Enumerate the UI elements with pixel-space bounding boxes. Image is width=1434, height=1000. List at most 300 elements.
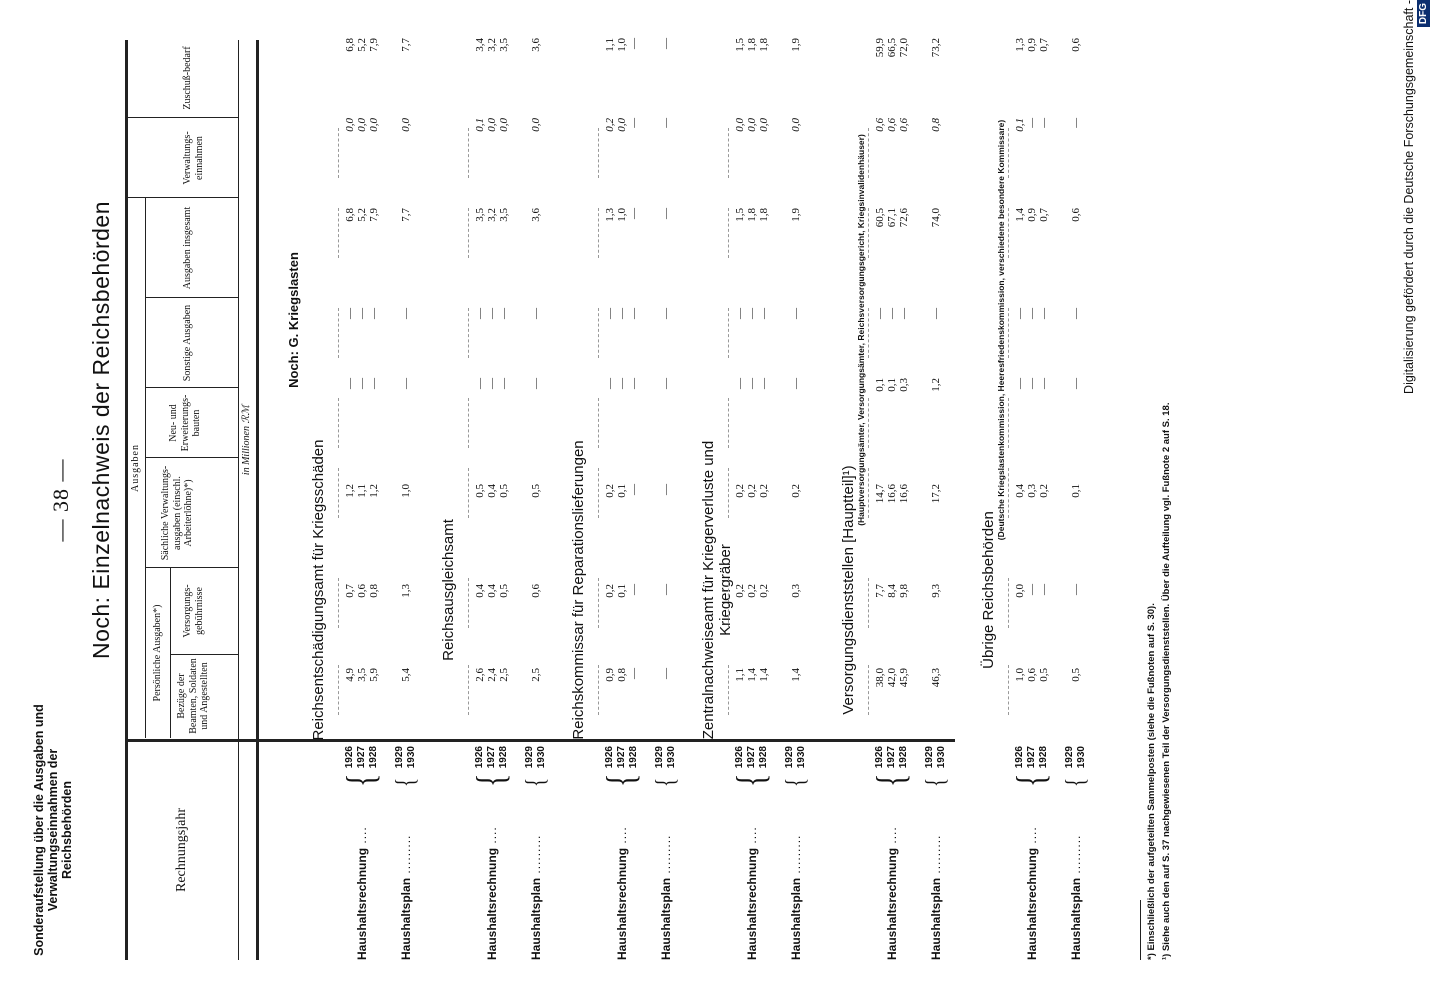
value-cell: 1,8 [746, 38, 758, 52]
value-cell: 0,5 [1070, 668, 1082, 682]
value-cell: 0,4 [474, 584, 486, 598]
group-title: Zentralnachweiseamt für Kriegerverluste und Kriegergräber [700, 440, 734, 740]
value-cell: — [498, 308, 510, 319]
year-label: 1929 [784, 746, 795, 769]
group-separator [468, 128, 469, 178]
value-cell: — [660, 668, 672, 679]
group-separator [338, 665, 339, 715]
value-cell: 0,6 [898, 118, 910, 132]
value-cell: — [734, 378, 746, 389]
value-cell: 0,2 [734, 584, 746, 598]
value-cell: — [1070, 584, 1082, 595]
year-label: 1929 [1064, 746, 1075, 769]
value-cell: 59,9 [874, 38, 886, 58]
group-separator [468, 398, 469, 448]
value-cell: 3,4 [474, 38, 486, 52]
years-plan [924, 746, 948, 770]
value-cell: 1,8 [758, 208, 770, 222]
value-cell: 1,8 [746, 208, 758, 222]
group-separator [728, 578, 729, 628]
value-cell: — [758, 378, 770, 389]
value-cell: 0,9 [1026, 38, 1038, 52]
leader-dots: ......... [399, 834, 413, 878]
value-cell: 1,0 [400, 484, 412, 498]
footnote-1: *) Einschließlich der aufgeteilten Sammelposten (siehe die Fußnoten auf S. 30). [1146, 603, 1157, 960]
year-label: 1930 [1076, 746, 1087, 769]
value-cell: — [604, 378, 616, 389]
row-label-text: Haushaltsrechnung [885, 847, 899, 960]
col-divider-7 [125, 117, 238, 118]
group-separator [868, 665, 869, 715]
leader-dots: .... [615, 826, 629, 848]
year-label: 1927 [356, 746, 367, 769]
value-cell: 7,7 [400, 208, 412, 222]
row-label-text: Haushaltsrechnung [615, 847, 629, 960]
value-cell: 0,0 [368, 118, 380, 132]
brace-icon: { [868, 773, 913, 787]
year-label: 1927 [1026, 746, 1037, 769]
value-cell: 1,4 [790, 668, 802, 682]
value-cell: 0,0 [746, 118, 758, 132]
value-cell: 0,2 [604, 118, 616, 132]
value-cell: 3,5 [356, 668, 368, 682]
header-saechliche: Sächliche Verwaltungs-ausgaben (einschl. Arbeiterlöhne)*) [160, 465, 194, 561]
value-cell: — [628, 484, 640, 495]
value-cell: 73,2 [930, 38, 942, 58]
value-cell: 72,0 [898, 38, 910, 58]
value-cell: 0,0 [790, 118, 802, 132]
unit-label: in Millionen ℛℳ [241, 404, 252, 476]
value-cell: 4,9 [344, 668, 356, 682]
group-separator [338, 578, 339, 628]
value-cell: 14,7 [874, 484, 886, 504]
value-cell: 0,4 [1014, 484, 1026, 498]
year-label: 1928 [1038, 746, 1049, 769]
value-cell: 0,3 [898, 378, 910, 392]
brace-icon: { [780, 777, 810, 787]
value-cell: 1,4 [746, 668, 758, 682]
footnote-2: ¹) Siehe auch den auf S. 37 nachgewiesenen Teil der Versorgungsdienststellen. Über die Aufteilung vgl. Fußnote 2 auf S. 18. [1161, 402, 1172, 960]
year-label: 1930 [936, 746, 947, 769]
value-cell: 0,2 [758, 484, 770, 498]
value-cell: 7,7 [874, 584, 886, 598]
group-separator [1008, 208, 1009, 258]
value-cell: 0,2 [604, 484, 616, 498]
value-cell: 0,2 [1038, 484, 1050, 498]
value-cell: — [628, 38, 640, 49]
row-label-text: Haushaltsrechnung [1025, 847, 1039, 960]
year-label: 1928 [898, 746, 909, 769]
value-cell: 0,4 [486, 584, 498, 598]
value-cell: — [1014, 378, 1026, 389]
value-cell: 16,6 [886, 484, 898, 504]
value-cell: — [474, 378, 486, 389]
year-label: 1927 [486, 746, 497, 769]
group-title: Reichskommissar für Reparationslieferungen [570, 440, 587, 740]
group-separator [868, 578, 869, 628]
value-cell: — [660, 584, 672, 595]
group-separator [468, 665, 469, 715]
value-cell: 67,1 [886, 208, 898, 228]
value-cell: 0,0 [344, 118, 356, 132]
group-separator [1008, 308, 1009, 358]
value-cell: 0,2 [746, 584, 758, 598]
ausgaben-rule [145, 198, 146, 738]
value-cell: — [746, 308, 758, 319]
value-cell: — [746, 378, 758, 389]
year-label: 1930 [536, 746, 547, 769]
value-cell: 3,5 [498, 38, 510, 52]
group-separator [728, 308, 729, 358]
value-cell: 0,1 [616, 584, 628, 598]
group-separator [868, 398, 869, 448]
years-rechnung [344, 746, 380, 770]
year-label: 1928 [498, 746, 509, 769]
value-cell: — [628, 118, 640, 128]
rechnungsjahr-divider [125, 739, 955, 742]
years-plan [394, 746, 418, 770]
brace-icon: { [468, 773, 513, 787]
value-cell: 46,3 [930, 668, 942, 688]
value-cell: 17,2 [930, 484, 942, 504]
value-cell: 0,2 [734, 484, 746, 498]
value-cell: — [628, 378, 640, 389]
years-plan [524, 746, 548, 770]
header-persoenliche: Persönliche Ausgaben*) [152, 604, 163, 702]
years-rechnung [474, 746, 510, 770]
value-cell: 0,7 [1038, 38, 1050, 52]
value-cell: 0,4 [486, 484, 498, 498]
years-rechnung [1014, 746, 1050, 770]
value-cell: 74,0 [930, 208, 942, 228]
value-cell: — [660, 38, 672, 49]
value-cell: — [604, 308, 616, 319]
value-cell: 1,0 [1014, 668, 1026, 682]
col-divider-3 [145, 457, 238, 458]
value-cell: 1,1 [604, 38, 616, 52]
value-cell: — [1026, 584, 1038, 595]
value-cell: — [660, 308, 672, 319]
value-cell: 1,4 [758, 668, 770, 682]
value-cell: 2,5 [498, 668, 510, 682]
value-cell: 3,6 [530, 208, 542, 222]
value-cell: 0,1 [874, 378, 886, 392]
value-cell: 0,6 [356, 584, 368, 598]
value-cell: 0,8 [616, 668, 628, 682]
value-cell: 16,6 [898, 484, 910, 504]
year-label: 1930 [406, 746, 417, 769]
brace-icon: { [598, 773, 643, 787]
value-cell: 0,1 [474, 118, 486, 132]
value-cell: 6,8 [344, 208, 356, 222]
value-cell: 0,5 [498, 584, 510, 598]
header-zuschuss: Zuschuß-bedarf [182, 46, 193, 110]
brace-icon: { [520, 777, 550, 787]
value-cell: — [1038, 118, 1050, 128]
value-cell: — [628, 668, 640, 679]
brace-icon: { [338, 773, 383, 787]
value-cell: 0,0 [498, 118, 510, 132]
col-divider-1 [170, 654, 238, 655]
group-separator [728, 208, 729, 258]
group-separator [728, 665, 729, 715]
value-cell: — [530, 378, 542, 389]
group-separator [598, 208, 599, 258]
col-divider-5 [145, 297, 238, 298]
years-plan [654, 746, 678, 770]
years-plan [1064, 746, 1088, 770]
value-cell: 60,5 [874, 208, 886, 228]
header-bezuege: Bezüge der Beamten, Soldaten und Angestellten [176, 658, 210, 734]
value-cell: 0,0 [356, 118, 368, 132]
value-cell: — [400, 378, 412, 389]
value-cell: 5,2 [356, 38, 368, 52]
value-cell: — [368, 308, 380, 319]
leader-dots: .... [1025, 826, 1039, 848]
group-separator [728, 128, 729, 178]
group-separator [868, 308, 869, 358]
group-title: Übrige Reichsbehörden [980, 511, 997, 669]
value-cell: 0,9 [1026, 208, 1038, 222]
value-cell: — [886, 308, 898, 319]
leader-dots: ......... [929, 834, 943, 878]
value-cell: 38,0 [874, 668, 886, 688]
year-label: 1928 [368, 746, 379, 769]
value-cell: — [628, 208, 640, 219]
page-heading: Noch: Einzelnachweis der Reichsbehörden [88, 200, 114, 660]
value-cell: — [874, 308, 886, 319]
value-cell: 0,3 [790, 584, 802, 598]
group-separator [1008, 578, 1009, 628]
persoenliche-rule [170, 568, 171, 738]
value-cell: 7,7 [400, 38, 412, 52]
value-cell: 1,8 [758, 38, 770, 52]
value-cell: — [790, 308, 802, 319]
value-cell: 0,1 [1014, 118, 1026, 132]
value-cell: 1,9 [790, 208, 802, 222]
year-label: 1929 [394, 746, 405, 769]
brace-icon: { [920, 777, 950, 787]
group-separator [598, 398, 599, 448]
years-rechnung [734, 746, 770, 770]
side-title: Sonderaufstellung über die Ausgaben und Verwaltungseinnahmen der Reichsbehörden [32, 704, 74, 956]
group-separator [338, 128, 339, 178]
year-label: 1927 [746, 746, 757, 769]
year-label: 1926 [874, 746, 885, 769]
value-cell: 0,0 [1014, 584, 1026, 598]
group-separator [338, 468, 339, 518]
value-cell: 1,9 [790, 38, 802, 52]
header-einnahmen: Verwaltungs-einnahmen [182, 131, 205, 185]
header-versorgung: Versorgungs-gebührnisse [182, 584, 205, 638]
value-cell: — [616, 308, 628, 319]
value-cell: 0,8 [368, 584, 380, 598]
value-cell: 2,6 [474, 668, 486, 682]
value-cell: 1,3 [400, 584, 412, 598]
value-cell: — [400, 308, 412, 319]
row-label-text: Haushaltsrechnung [485, 847, 499, 960]
value-cell: 1,0 [616, 208, 628, 222]
value-cell: — [1070, 118, 1082, 128]
value-cell: 0,5 [1038, 668, 1050, 682]
group-title: Reichsentschädigungsamt für Kriegsschäden [310, 439, 327, 741]
value-cell: 7,9 [368, 208, 380, 222]
year-label: 1929 [654, 746, 665, 769]
value-cell: 0,6 [886, 118, 898, 132]
group-separator [598, 578, 599, 628]
leader-dots: .... [485, 826, 499, 848]
brace-icon: { [390, 777, 420, 787]
value-cell: 3,6 [530, 38, 542, 52]
value-cell: 0,7 [344, 584, 356, 598]
year-label: 1926 [344, 746, 355, 769]
value-cell: — [616, 378, 628, 389]
value-cell: 1,1 [356, 484, 368, 498]
leader-dots: ......... [1069, 834, 1083, 878]
year-label: 1929 [924, 746, 935, 769]
leader-dots: .... [885, 826, 899, 848]
row-label-text: Haushaltsrechnung [355, 847, 369, 960]
value-cell: — [486, 308, 498, 319]
value-cell: — [1038, 584, 1050, 595]
value-cell: 72,6 [898, 208, 910, 228]
group-subtitle: (Deutsche Kriegslastenkommission, Heeresfriedenskommission, verschiedene besondere Kommissare) [996, 119, 1006, 541]
row-label-text: Haushaltsplan [1069, 877, 1083, 960]
group-separator [598, 468, 599, 518]
value-cell: 3,5 [498, 208, 510, 222]
group-separator [468, 578, 469, 628]
value-cell: — [1038, 378, 1050, 389]
value-cell: 0,0 [530, 118, 542, 132]
value-cell: 1,5 [734, 208, 746, 222]
row-label-text: Haushaltsplan [929, 877, 943, 960]
group-separator [598, 308, 599, 358]
dfg-credit-text: Digitalisierung gefördert durch die Deutsche Forschungsgemeinschaft - [1402, 0, 1416, 394]
leader-dots: ......... [529, 834, 543, 878]
value-cell: 1,1 [734, 668, 746, 682]
group-separator [338, 398, 339, 448]
value-cell: 8,4 [886, 584, 898, 598]
value-cell: — [1038, 308, 1050, 319]
brace-icon: { [1060, 777, 1090, 787]
page-number: — 38 — [48, 458, 73, 542]
value-cell: — [344, 378, 356, 389]
value-cell: 0,5 [498, 484, 510, 498]
value-cell: — [356, 378, 368, 389]
value-cell: 0,7 [1038, 208, 1050, 222]
unit-rule [256, 40, 259, 960]
value-cell: 1,4 [1014, 208, 1026, 222]
value-cell: 0,2 [790, 484, 802, 498]
value-cell: 1,2 [344, 484, 356, 498]
value-cell: 0,2 [758, 584, 770, 598]
value-cell: 5,9 [368, 668, 380, 682]
value-cell: 5,2 [356, 208, 368, 222]
footnote-rule [1140, 900, 1141, 960]
value-cell: 0,3 [1026, 484, 1038, 498]
value-cell: — [660, 378, 672, 389]
group-separator [468, 308, 469, 358]
value-cell: 0,5 [530, 484, 542, 498]
row-label-text: Haushaltsplan [789, 877, 803, 960]
value-cell: — [758, 308, 770, 319]
group-separator [1008, 128, 1009, 178]
value-cell: 45,9 [898, 668, 910, 688]
value-cell: — [660, 118, 672, 128]
value-cell: 0,5 [474, 484, 486, 498]
value-cell: — [898, 308, 910, 319]
year-label: 1926 [604, 746, 615, 769]
leader-dots: .... [355, 826, 369, 848]
value-cell: 2,4 [486, 668, 498, 682]
value-cell: 0,0 [400, 118, 412, 132]
value-cell: 9,3 [930, 584, 942, 598]
dfg-logo: DFG [1417, 0, 1430, 27]
years-plan [784, 746, 808, 770]
header-neubauten: Neu- und Erweiterungs-bauten [168, 394, 202, 452]
row-label-text: Haushaltsplan [399, 877, 413, 960]
value-cell: 1,3 [604, 208, 616, 222]
value-cell: 0,6 [530, 584, 542, 598]
group-separator [468, 208, 469, 258]
group-separator [728, 468, 729, 518]
value-cell: 0,0 [486, 118, 498, 132]
group-separator [1008, 665, 1009, 715]
header-top-rule [125, 40, 128, 960]
header-rechnungsjahr: Rechnungsjahr [174, 808, 189, 892]
value-cell: 0,8 [930, 118, 942, 132]
group-separator [468, 468, 469, 518]
value-cell: — [1026, 118, 1038, 128]
value-cell: 2,5 [530, 668, 542, 682]
value-cell: 0,1 [1070, 484, 1082, 498]
header-insgesamt: Ausgaben insgesamt [182, 206, 193, 290]
group-subtitle: (Hauptversorgungsämter, Versorgungsämter, Reichsversorgungsgericht, Kriegsinvalidenhäuser) [856, 134, 866, 526]
header-sonstige: Sonstige Ausgaben [182, 304, 193, 382]
brace-icon: { [650, 777, 680, 787]
value-cell: 0,1 [886, 378, 898, 392]
value-cell: 0,0 [616, 118, 628, 132]
value-cell: — [530, 308, 542, 319]
group-separator [728, 398, 729, 448]
value-cell: — [1026, 308, 1038, 319]
group-separator [1008, 398, 1009, 448]
value-cell: 1,0 [616, 38, 628, 52]
year-label: 1927 [616, 746, 627, 769]
value-cell: 1,2 [368, 484, 380, 498]
header-ausgaben: Ausgaben [130, 444, 141, 492]
group-separator [338, 308, 339, 358]
header-bottom-rule [238, 40, 239, 960]
row-label-text: Haushaltsplan [529, 877, 543, 960]
value-cell: 0,6 [1070, 38, 1082, 52]
years-rechnung [604, 746, 640, 770]
group-separator [598, 665, 599, 715]
dfg-credit [1402, 0, 1430, 400]
years-rechnung [874, 746, 910, 770]
value-cell: — [498, 378, 510, 389]
group-separator [1008, 468, 1009, 518]
row-label-text: Haushaltsplan [659, 877, 673, 960]
value-cell: — [356, 308, 368, 319]
group-separator [338, 208, 339, 258]
group-separator [868, 208, 869, 258]
value-cell: 1,2 [930, 378, 942, 392]
value-cell: 66,5 [886, 38, 898, 58]
value-cell: — [628, 584, 640, 595]
value-cell: — [1014, 308, 1026, 319]
value-cell: 3,2 [486, 38, 498, 52]
